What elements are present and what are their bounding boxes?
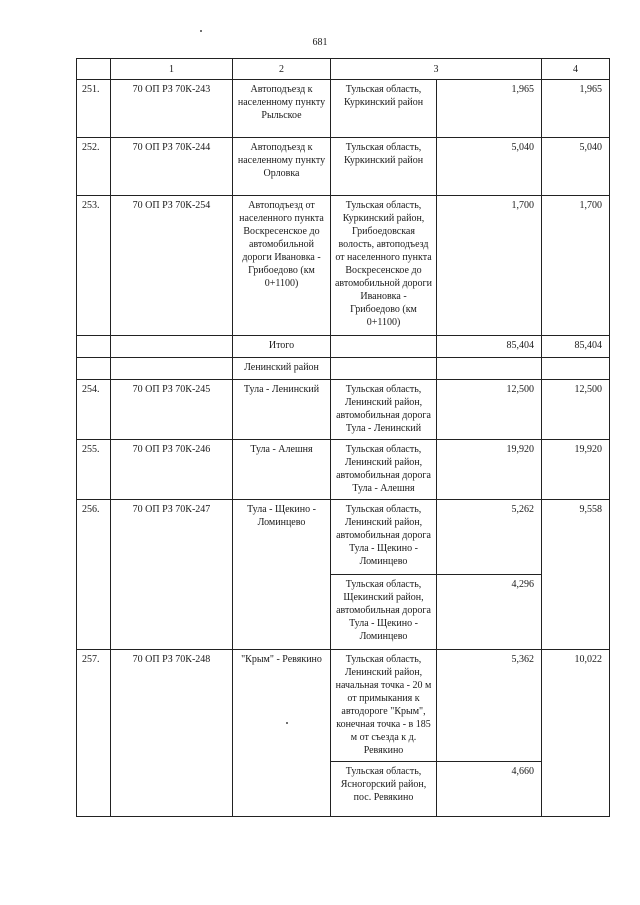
road-location: Тульская область, Щекинский район, автомобильная дорога Тула - Щекино - Ломинцево bbox=[331, 575, 437, 650]
road-length: 1,965 bbox=[437, 80, 542, 138]
empty-cell bbox=[233, 762, 331, 817]
road-total: 1,700 bbox=[542, 196, 610, 336]
row-number: 257. bbox=[77, 650, 111, 762]
empty-cell bbox=[331, 336, 437, 358]
road-name: Тула - Щекино - Ломинцево bbox=[233, 500, 331, 575]
empty-cell bbox=[77, 575, 111, 650]
road-length: 4,296 bbox=[437, 575, 542, 650]
road-total: 12,500 bbox=[542, 380, 610, 440]
road-code: 70 ОП РЗ 70К-254 bbox=[111, 196, 233, 336]
road-location: Тульская область, Ленинский район, автомобильная дорога Тула - Щекино - Ломинцево bbox=[331, 500, 437, 575]
table-row bbox=[77, 196, 610, 336]
subtotal-label: Итого bbox=[233, 336, 331, 358]
road-length: 5,362 bbox=[437, 650, 542, 762]
header-cell-3: 3 bbox=[331, 59, 542, 80]
empty-cell bbox=[233, 575, 331, 650]
road-total: 5,040 bbox=[542, 138, 610, 196]
header-cell-2: 2 bbox=[233, 59, 331, 80]
empty-cell bbox=[437, 358, 542, 380]
empty-cell bbox=[542, 358, 610, 380]
empty-cell bbox=[111, 762, 233, 817]
road-location: Тульская область, Ленинский район, начальная точка - 20 м от примыкания к автодороге "Крым", конечная точка - в 185 м от съезда к д. Ревякино bbox=[331, 650, 437, 762]
road-location: Тульская область, Ленинский район, автомобильная дорога Тула - Ленинский bbox=[331, 380, 437, 440]
road-name: Тула - Алешня bbox=[233, 440, 331, 500]
row-number: 256. bbox=[77, 500, 111, 575]
road-name: Тула - Ленинский bbox=[233, 380, 331, 440]
road-code: 70 ОП РЗ 70К-248 bbox=[111, 650, 233, 762]
road-length: 12,500 bbox=[437, 380, 542, 440]
table-row bbox=[77, 500, 610, 575]
district-name: Ленинский район bbox=[233, 358, 331, 380]
empty-cell bbox=[77, 358, 111, 380]
row-number: 254. bbox=[77, 380, 111, 440]
scan-speck bbox=[200, 30, 202, 32]
road-length: 4,660 bbox=[437, 762, 542, 817]
roads-table bbox=[76, 58, 610, 817]
table-row-continuation bbox=[77, 575, 610, 650]
road-name: Автоподъезд к населенному пункту Рыльское bbox=[233, 80, 331, 138]
road-code: 70 ОП РЗ 70К-244 bbox=[111, 138, 233, 196]
road-length: 1,700 bbox=[437, 196, 542, 336]
district-row bbox=[77, 358, 610, 380]
road-code: 70 ОП РЗ 70К-246 bbox=[111, 440, 233, 500]
table-row bbox=[77, 138, 610, 196]
road-location: Тульская область, Куркинский район, Грибоедовская волость, автоподъезд от населенного пункта Воскресенское до автомобильной дороги Ивановка - Грибоедово (км 0+1100) bbox=[331, 196, 437, 336]
row-number: 251. bbox=[77, 80, 111, 138]
road-total: 9,558 bbox=[542, 500, 610, 575]
header-cell-4: 4 bbox=[542, 59, 610, 80]
road-code: 70 ОП РЗ 70К-247 bbox=[111, 500, 233, 575]
page-number: 681 bbox=[312, 37, 328, 48]
road-name: Автоподъезд от населенного пункта Воскресенское до автомобильной дороги Ивановка - Грибоедово (км 0+1100) bbox=[233, 196, 331, 336]
row-number: 255. bbox=[77, 440, 111, 500]
table-row bbox=[77, 80, 610, 138]
road-total: 10,022 bbox=[542, 650, 610, 762]
road-location: Тульская область, Ленинский район, автомобильная дорога Тула - Алешня bbox=[331, 440, 437, 500]
header-cell-empty bbox=[77, 59, 111, 80]
road-length: 5,040 bbox=[437, 138, 542, 196]
empty-cell bbox=[111, 358, 233, 380]
empty-cell bbox=[111, 575, 233, 650]
road-code: 70 ОП РЗ 70К-245 bbox=[111, 380, 233, 440]
header-row bbox=[77, 59, 610, 80]
road-length: 19,920 bbox=[437, 440, 542, 500]
road-total: 1,965 bbox=[542, 80, 610, 138]
row-number: 253. bbox=[77, 196, 111, 336]
road-location: Тульская область, Ясногорский район, пос. Ревякино bbox=[331, 762, 437, 817]
subtotal-total: 85,404 bbox=[542, 336, 610, 358]
empty-cell bbox=[111, 336, 233, 358]
road-name: "Крым" - Ревякино bbox=[233, 650, 331, 762]
empty-cell bbox=[77, 336, 111, 358]
row-number: 252. bbox=[77, 138, 111, 196]
table-row bbox=[77, 650, 610, 762]
road-location: Тульская область, Куркинский район bbox=[331, 80, 437, 138]
empty-cell bbox=[331, 358, 437, 380]
road-length: 5,262 bbox=[437, 500, 542, 575]
road-code: 70 ОП РЗ 70К-243 bbox=[111, 80, 233, 138]
header-cell-1: 1 bbox=[111, 59, 233, 80]
road-total: 19,920 bbox=[542, 440, 610, 500]
empty-cell bbox=[77, 762, 111, 817]
empty-cell bbox=[542, 575, 610, 650]
subtotal-length: 85,404 bbox=[437, 336, 542, 358]
table-row bbox=[77, 440, 610, 500]
road-location: Тульская область, Куркинский район bbox=[331, 138, 437, 196]
road-name: Автоподъезд к населенному пункту Орловка bbox=[233, 138, 331, 196]
subtotal-row bbox=[77, 336, 610, 358]
table-row-continuation bbox=[77, 762, 610, 817]
empty-cell bbox=[542, 762, 610, 817]
table-row bbox=[77, 380, 610, 440]
